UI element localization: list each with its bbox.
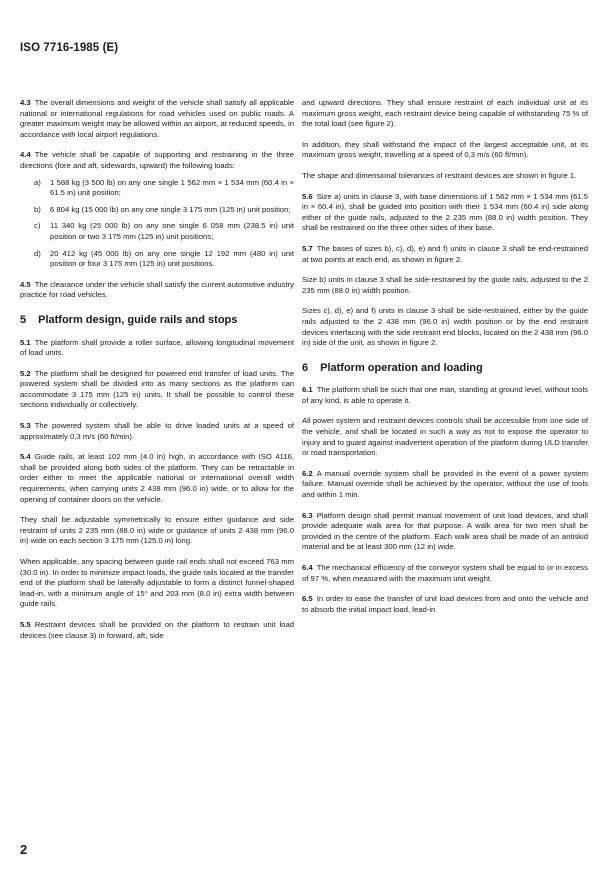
list-item-load-a <box>34 178 294 199</box>
list-item-load-d <box>34 249 294 270</box>
paragraph-5-5-impact: In addition, they shall withstand the impact of the largest acceptable unit, at its maximum gross weight, travelling at a speed of 0,3 m/s (60 ft/min). <box>302 139 588 160</box>
list-item-text: 20 412 kg (45 000 lb) on any one single 12 192 mm (480 in) unit position or four 3 175 mm (125 in) unit positions. <box>50 248 294 269</box>
section-heading-5 <box>20 315 294 326</box>
list-item-load-c <box>34 221 294 242</box>
paragraph-5-3 <box>20 421 294 442</box>
paragraph-6-3 <box>302 511 588 553</box>
paragraph-4-4 <box>20 150 294 171</box>
clause-number: 5.7 <box>302 243 313 253</box>
clause-text: The vehicle shall be capable of supporting and restraining in the three directions (fore and aft, sidewards, upward) the following loads: <box>20 150 294 170</box>
paragraph-6-4 <box>302 563 588 584</box>
clause-number: 6.5 <box>302 594 313 604</box>
paragraph-5-7-size-b: Size b) units in clause 3 shall be side-restrained by the guide rails, adjusted to the 2 235 mm (88.0 in) width position. <box>302 275 588 295</box>
section-number: 6 <box>302 361 309 374</box>
page-number: 2 <box>20 842 28 857</box>
clause-text: In order to ease the transfer of unit load devices from and onto the vehicle and to absorb the initial impact load, lead-in <box>302 594 588 614</box>
list-item-text: 6 804 kg (15 000 lb) on any one single 3 175 mm (125 in) unit position; <box>50 204 291 214</box>
section-title: Platform operation and loading <box>320 361 483 374</box>
paragraph-4-5 <box>20 280 294 301</box>
list-item-label: b) <box>34 204 41 214</box>
list-item-text: 1 588 kg (3 500 lb) on any one single 1 562 mm × 1 534 mm (60.4 in × 61.5 in) unit position; <box>50 177 294 198</box>
list-item-label: d) <box>34 248 41 258</box>
clause-text: Platform design shall permit manual movement of unit load devices, and shall provide adequate walk area for that purpose. A walk area for two men shall be provided in the centre of the platform. Each walk area shall be made of an antiskid material and be at least 300 mm (12 in) wide. <box>302 510 588 552</box>
clause-text: The mechanical efficiency of the conveyor system shall be equal to or in excess of 97 %, when measured with the maximum unit weight. <box>302 563 588 583</box>
paragraph-6-1 <box>302 385 588 406</box>
clause-number: 6.2 <box>302 468 313 478</box>
paragraph-5-6 <box>302 192 588 234</box>
clause-number: 6.3 <box>302 510 313 520</box>
clause-number: 5.1 <box>20 337 31 347</box>
clause-text: The bases of sizes b), c), d), e) and f) units in clause 3 shall be end-restrained at two points at each end, as shown in figure 2. <box>302 243 588 264</box>
paragraph-5-7-sizes-c-f: Sizes c), d), e) and f) units in clause 3 shall be side-restrained, either by the guide rails adjusted to the 2 438 mm (96.0 in) width position or by the end restraint devices interfacing with the side restraint end blocks, located on the 2 438 mm (96.0 in) side of the unit, as shown in figure 2. <box>302 306 588 348</box>
left-column <box>20 98 294 651</box>
clause-number: 5.6 <box>302 191 313 201</box>
document-header: ISO 7716-1985 (E) <box>20 42 119 54</box>
paragraph-6-5 <box>302 594 588 615</box>
paragraph-4-3 <box>20 98 294 140</box>
paragraph-5-5-continued: and upward directions. They shall ensure restraint of each individual unit at its maximum gross weight, each restraint device being capable of withstanding 75 % of the total load (see figure 2). <box>302 98 588 129</box>
clause-number: 6.1 <box>302 385 313 395</box>
clause-text: Restraint devices shall be provided on the platform to restrain unit load devices (see clause 3) in forward, aft, side <box>20 619 294 640</box>
paragraph-5-5-shape: The shape and dimensional tolerances of restraint devices are shown in figure 1. <box>302 170 577 180</box>
clause-text: A manual override system shall be provided in the event of a power system failure. Manual override shall be achieved by the operator, without the use of tools and within 1 min. <box>302 468 588 500</box>
paragraph-5-7 <box>302 244 588 265</box>
clause-number: 4.5 <box>20 279 31 289</box>
clause-text: The powered system shall be able to drive loaded units at a speed of approximately 0,3 m/s (60 ft/min). <box>20 421 294 441</box>
clause-number: 5.3 <box>20 421 31 431</box>
paragraph-5-5 <box>20 620 294 641</box>
list-item-label: a) <box>34 177 41 187</box>
section-number: 5 <box>20 313 27 326</box>
clause-number: 5.2 <box>20 368 31 378</box>
clause-text: Guide rails, at least 102 mm (4.0 in) high, in accordance with ISO 4116, shall be provided along both sides of the platform. They can be retractable in order either to meet the applicable national or international overall width requirements, when carrying units 2 438 mm (96.0 in) wide, or to allow for the opening of container doors on the vehicle. <box>20 452 294 504</box>
clause-text: The clearance under the vehicle shall satisfy the current automotive industry practice for road vehicles. <box>20 279 294 300</box>
clause-text: The platform shall be designed for powered end transfer of load units. The powered system shall be divided into as many sections as the platform can accommodate 3 175 mm (125 in) units. It shall be possible to control these sections individually or collectively. <box>20 368 294 410</box>
clause-number: 4.4 <box>20 150 31 160</box>
clause-text: The overall dimensions and weight of the vehicle shall satisfy all applicable national or international regulations for road vehicles used on public roads. A greater maximum weight may be allowed within an airport, at reduced speeds, in accordance with local airport regulations. <box>20 98 294 139</box>
right-column <box>302 98 588 625</box>
section-title: Platform design, guide rails and stops <box>38 313 238 326</box>
paragraph-5-1 <box>20 338 294 359</box>
paragraph-6-2 <box>302 469 588 501</box>
list-item-label: c) <box>34 221 41 231</box>
clause-number: 5.5 <box>20 619 31 629</box>
section-heading-6 <box>302 363 588 374</box>
clause-text: The platform shall provide a roller surface, allowing longitudinal movement of load units. <box>20 337 294 358</box>
clause-number: 6.4 <box>302 563 313 572</box>
clause-number: 5.4 <box>20 452 31 462</box>
paragraph-5-4-spacing: When applicable, any spacing between guide rail ends shall not exceed 763 mm (30.0 in). In order to minimize impact loads, the guide rails located at the transfer end of the platform shall be laterally adjustable to form a distinct funnel-shaped lead-in, with a minimum angle of 15° and 203 mm (8.0 in) extra width between guide rails. <box>20 557 294 609</box>
paragraph-5-4-continued: They shall be adjustable symmetrically to ensure either guidance and side restraint of units 2 235 mm (88.0 in) wide or guidance of units 2 438 mm (96.0 in) wide on each section 3 175 mm (125.0 in) long. <box>20 515 294 546</box>
list-item-text: 11 340 kg (25 000 lb) on any one single 6 058 mm (238.5 in) unit position or two 3 175 mm (125 in) unit positions; <box>50 221 294 241</box>
clause-text: The platform shall be such that one man, standing at ground level, without tools of any kind, is able to operate it. <box>302 385 588 405</box>
paragraph-5-4 <box>20 452 294 505</box>
list-item-load-b <box>34 205 294 216</box>
paragraph-6-1-controls: All power system and restraint devices controls shall be accessible from one side of the vehicle, and shall be located in such a way as not to expose the operator to injury and to guard against inadvertent operation of the platform during ULD transfer or road transportation. <box>302 416 588 458</box>
clause-number: 4.3 <box>20 98 31 107</box>
clause-text: Size a) units in clause 3, with base dimensions of 1 562 mm × 1 534 mm (61.5 in × 60.4 in), shall be guided into position with their 1 534 mm (60.4 in) side along either of the guide rails, adjusted to the 2 235 mm (88.0 in) width position. They shall be restrained on the three other sides of their base. <box>302 191 588 233</box>
paragraph-5-2 <box>20 369 294 411</box>
